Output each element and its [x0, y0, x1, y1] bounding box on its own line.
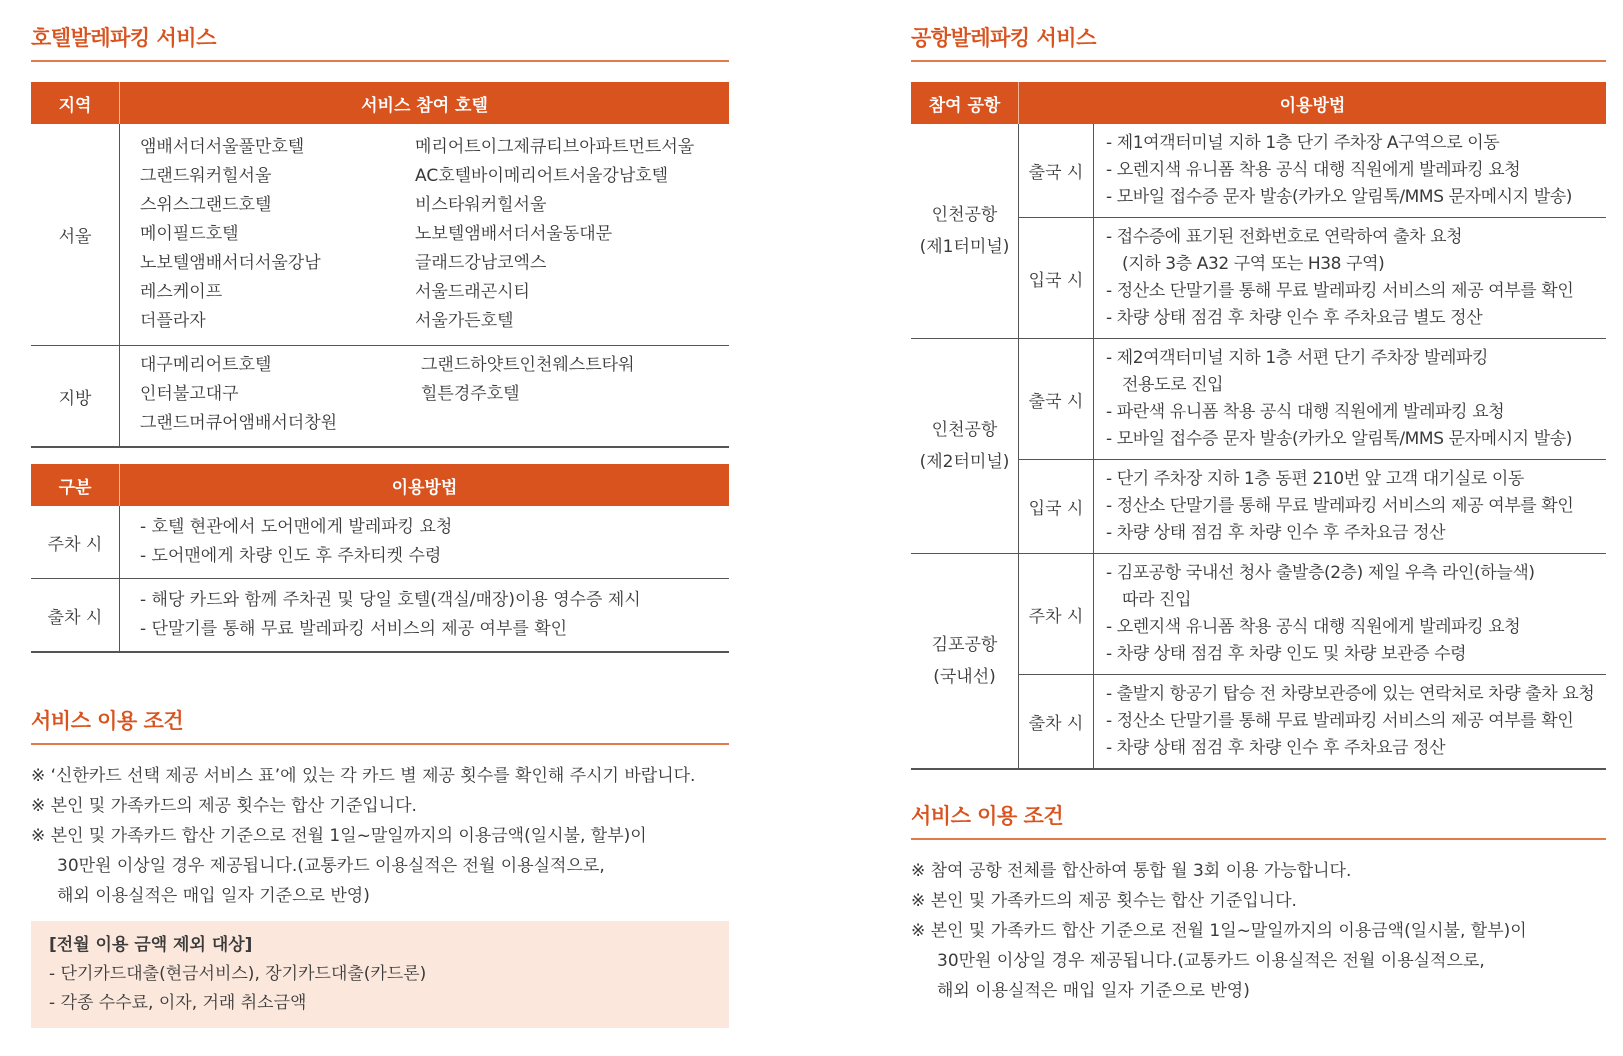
- airport-name-line: (제1터미널): [919, 237, 1010, 257]
- hotel-name: 힐튼경주호텔: [421, 384, 520, 404]
- airport-conditions: [911, 856, 1606, 1006]
- hotel-name: 더플라자: [140, 311, 206, 331]
- region-row-local: [31, 346, 729, 448]
- usage-line: (지하 3층 A32 구역 또는 H38 구역): [1122, 254, 1385, 274]
- usage-label: 출차 시: [31, 579, 120, 653]
- usage-line: - 정산소 단말기를 통해 무료 발레파킹 서비스의 제공 여부를 확인: [1106, 281, 1574, 301]
- usage-line: - 단기 주차장 지하 1층 동편 210번 앞 고객 대기실로 이동: [1106, 469, 1524, 489]
- airport-valet-section: [911, 22, 1606, 1006]
- header-airport: 참여 공항: [911, 82, 1019, 124]
- airport-row-gimpo-parking: [911, 554, 1606, 675]
- usage-line: - 차량 상태 점검 후 차량 인수 후 주차요금 정산: [1106, 738, 1446, 758]
- region-name: 서울: [31, 124, 120, 346]
- hotel-name: 그랜드머큐어앰배서더창원: [140, 413, 338, 433]
- hotel-name: 인터불고대구: [140, 384, 239, 404]
- condition-line: 30만원 이상일 경우 제공됩니다.(교통카드 이용실적은 전월 이용실적으로,: [57, 856, 605, 876]
- hotel-name: 노보텔앰배서더서울강남: [140, 253, 321, 273]
- usage-line: - 정산소 단말기를 통해 무료 발레파킹 서비스의 제공 여부를 확인: [1106, 496, 1574, 516]
- hotel-valet-section: [31, 22, 729, 1028]
- hotel-name: 서울드래곤시티: [415, 282, 530, 302]
- usage-line: - 파란색 유니폼 착용 공식 대행 직원에게 발레파킹 요청: [1106, 402, 1505, 422]
- hotel-list-table: [31, 82, 729, 448]
- airport-name-line: 인천공항: [931, 205, 998, 225]
- usage-line: - 제1여객터미널 지하 1층 단기 주차장 A구역으로 이동: [1106, 133, 1500, 153]
- airport-name-line: (제2터미널): [919, 452, 1010, 472]
- airport-table: [911, 82, 1606, 770]
- direction-label: 출차 시: [1019, 675, 1094, 770]
- airport-name-line: (국내선): [933, 667, 996, 687]
- condition-line: ※ 본인 및 가족카드 합산 기준으로 전월 1일~말일까지의 이용금액(일시불, 할부)이: [911, 921, 1527, 941]
- usage-line: - 해당 카드와 함께 주차권 및 당일 호텔(객실/매장)이용 영수증 제시: [140, 590, 641, 610]
- hotel-name: 비스타워커힐서울: [415, 195, 547, 215]
- hotel-name: 노보텔앰배서더서울동대문: [415, 224, 613, 244]
- airport-name: [911, 554, 1019, 770]
- condition-line: 해외 이용실적은 매입 일자 기준으로 반영): [57, 886, 370, 906]
- hotel-conditions: [31, 761, 729, 911]
- usage-line: - 모바일 접수증 문자 발송(카카오 알림톡/MMS 문자메시지 발송): [1106, 429, 1572, 449]
- hotel-conditions-title: 서비스 이용 조건: [31, 705, 729, 745]
- exclusion-box: [31, 921, 729, 1028]
- usage-line: - 제2여객터미널 지하 1층 서편 단기 주차장 발레파킹: [1106, 348, 1489, 368]
- airport-row-icn-t1-departure: [911, 124, 1606, 218]
- usage-line: 전용도로 진입: [1122, 375, 1224, 395]
- hotel-name: 메리어트이그제큐티브아파트먼트서울: [415, 137, 695, 157]
- condition-line: ※ 참여 공항 전체를 합산하여 통합 월 3회 이용 가능합니다.: [911, 861, 1352, 881]
- hotel-grid-seoul: [140, 133, 729, 336]
- usage-line: 따라 진입: [1122, 590, 1192, 610]
- direction-label: 주차 시: [1019, 554, 1094, 675]
- hotel-usage-table: [31, 464, 729, 653]
- airport-name: [911, 339, 1019, 554]
- usage-row-parking: [31, 506, 729, 579]
- usage-label: 주차 시: [31, 506, 120, 579]
- direction-label: 입국 시: [1019, 460, 1094, 554]
- header-hotels: 서비스 참여 호텔: [120, 82, 730, 124]
- usage-line: - 호텔 현관에서 도어맨에게 발레파킹 요청: [140, 517, 453, 537]
- exclusion-line: - 단기카드대출(현금서비스), 장기카드대출(카드론): [49, 964, 427, 984]
- hotel-name: 그랜드워커힐서울: [140, 166, 272, 186]
- usage-line: - 차량 상태 점검 후 차량 인수 후 주차요금 별도 정산: [1106, 308, 1483, 328]
- hotel-name: 서울가든호텔: [415, 311, 514, 331]
- condition-line: ※ 본인 및 가족카드 합산 기준으로 전월 1일~말일까지의 이용금액(일시불, 할부)이: [31, 826, 647, 846]
- hotel-valet-title: 호텔발레파킹 서비스: [31, 22, 729, 62]
- usage-line: - 오렌지색 유니폼 착용 공식 대행 직원에게 발레파킹 요청: [1106, 617, 1521, 637]
- hotel-name: 대구메리어트호텔: [140, 355, 272, 375]
- condition-line: ※ ‘신한카드 선택 제공 서비스 표’에 있는 각 카드 별 제공 횟수를 확인해 주시기 바랍니다.: [31, 766, 696, 786]
- header-category: 구분: [31, 464, 120, 506]
- airport-name-line: 김포공항: [931, 635, 998, 655]
- direction-label: 출국 시: [1019, 339, 1094, 460]
- usage-line: - 단말기를 통해 무료 발레파킹 서비스의 제공 여부를 확인: [140, 619, 568, 639]
- airport-name: [911, 124, 1019, 339]
- usage-line: - 도어맨에게 차량 인도 후 주차티켓 수령: [140, 546, 442, 566]
- hotel-name: 스위스그랜드호텔: [140, 195, 272, 215]
- exclusion-title: [전월 이용 금액 제외 대상]: [49, 935, 253, 955]
- airport-row-icn-t2-departure: [911, 339, 1606, 460]
- airport-conditions-title: 서비스 이용 조건: [911, 800, 1606, 840]
- hotel-name: AC호텔바이메리어트서울강남호텔: [415, 166, 669, 186]
- airport-name-line: 인천공항: [931, 420, 998, 440]
- region-name: 지방: [31, 346, 120, 448]
- condition-line: 해외 이용실적은 매입 일자 기준으로 반영): [937, 981, 1250, 1001]
- hotel-grid-local: [140, 351, 729, 438]
- direction-label: 출국 시: [1019, 124, 1094, 218]
- usage-line: - 오렌지색 유니폼 착용 공식 대행 직원에게 발레파킹 요청: [1106, 160, 1521, 180]
- hotel-name: 레스케이프: [140, 282, 223, 302]
- usage-line: - 출발지 항공기 탑승 전 차량보관증에 있는 연락처로 차량 출차 요청: [1106, 684, 1595, 704]
- header-usage: 이용방법: [120, 464, 730, 506]
- usage-line: - 접수증에 표기된 전화번호로 연락하여 출차 요청: [1106, 227, 1463, 247]
- hotel-name: 그랜드하얏트인천웨스트타워: [421, 355, 635, 375]
- direction-label: 입국 시: [1019, 218, 1094, 339]
- usage-line: - 차량 상태 점검 후 차량 인도 및 차량 보관증 수령: [1106, 644, 1467, 664]
- header-airport-usage: 이용방법: [1019, 82, 1607, 124]
- condition-line: ※ 본인 및 가족카드의 제공 횟수는 합산 기준입니다.: [31, 796, 417, 816]
- region-row-seoul: [31, 124, 729, 346]
- usage-line: - 모바일 접수증 문자 발송(카카오 알림톡/MMS 문자메시지 발송): [1106, 187, 1572, 207]
- airport-valet-title: 공항발레파킹 서비스: [911, 22, 1606, 62]
- hotel-name: 글래드강남코엑스: [415, 253, 547, 273]
- usage-line: - 차량 상태 점검 후 차량 인수 후 주차요금 정산: [1106, 523, 1446, 543]
- condition-line: 30만원 이상일 경우 제공됩니다.(교통카드 이용실적은 전월 이용실적으로,: [937, 951, 1485, 971]
- usage-line: - 김포공항 국내선 청사 출발층(2층) 제일 우측 라인(하늘색): [1106, 563, 1535, 583]
- hotel-name: 앰배서더서울풀만호텔: [140, 137, 305, 157]
- condition-line: ※ 본인 및 가족카드의 제공 횟수는 합산 기준입니다.: [911, 891, 1297, 911]
- usage-row-exit: [31, 579, 729, 653]
- hotel-name: 메이필드호텔: [140, 224, 239, 244]
- header-region: 지역: [31, 82, 120, 124]
- exclusion-line: - 각종 수수료, 이자, 거래 취소금액: [49, 993, 307, 1013]
- usage-line: - 정산소 단말기를 통해 무료 발레파킹 서비스의 제공 여부를 확인: [1106, 711, 1574, 731]
